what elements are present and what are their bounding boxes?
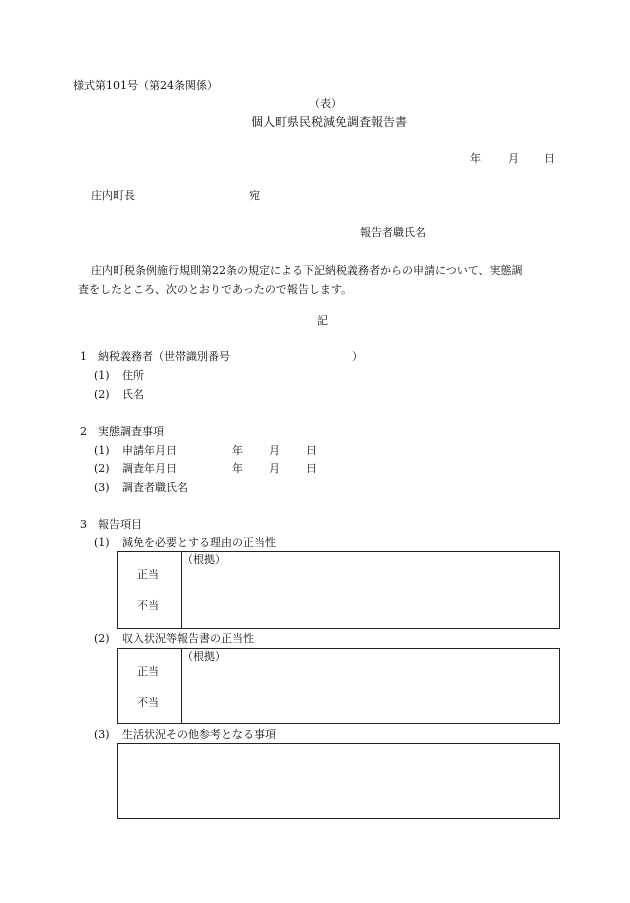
reason-basis-label: （根拠） <box>182 553 226 566</box>
ki-label: 記 <box>317 314 328 327</box>
reason-validity-box <box>117 551 560 629</box>
section3-item-2-label: 収入状況等報告書の正当性 <box>122 632 254 645</box>
section1-heading: 1 納税義務者（世帯識別番号 <box>80 350 230 363</box>
section2-item-1-label: 申請年月日 <box>122 444 177 457</box>
section2-item-1-year: 年 <box>232 444 243 457</box>
section2-item-2-num: (2) <box>94 462 110 475</box>
section1-item-1-num: (1) <box>94 369 110 382</box>
date-year-label: 年 <box>470 152 481 165</box>
addressee-name: 庄内町長 <box>91 189 135 202</box>
section2-item-1-day: 日 <box>306 444 317 457</box>
income-report-validity-box <box>117 648 560 724</box>
section2-item-3-num: (3) <box>94 481 110 494</box>
income-basis-label: （根拠） <box>182 650 226 663</box>
body-text-line-1: 庄内町税条例施行規則第22条の規定による下記納税義務者からの申請について、実態調 <box>91 264 523 277</box>
income-invalid-label: 不当 <box>137 696 159 709</box>
date-month-label: 月 <box>508 152 519 165</box>
form-number: 様式第101号（第24条関係） <box>73 79 218 92</box>
section2-item-1-num: (1) <box>94 444 110 457</box>
income-valid-label: 正当 <box>137 665 159 678</box>
section2-item-2-day: 日 <box>306 462 317 475</box>
section3-item-3-num: (3) <box>94 728 110 741</box>
section2-item-3-label: 調査者職氏名 <box>122 481 188 494</box>
reporter-label: 報告者職氏名 <box>360 226 426 239</box>
section3-item-1-label: 減免を必要とする理由の正当性 <box>122 536 276 549</box>
section3-heading: 3 報告項目 <box>80 518 142 531</box>
section2-item-2-label: 調査年月日 <box>122 462 177 475</box>
reason-invalid-label: 不当 <box>137 599 159 612</box>
section1-item-2-label: 氏名 <box>122 388 144 401</box>
section1-heading-close: ） <box>352 350 363 363</box>
section2-item-2-year: 年 <box>232 462 243 475</box>
section3-item-3-label: 生活状況その他参考となる事項 <box>122 728 276 741</box>
section1-item-2-num: (2) <box>94 388 110 401</box>
reason-valid-label: 正当 <box>137 568 159 581</box>
section2-heading: 2 実態調査事項 <box>80 425 164 438</box>
section3-item-2-num: (2) <box>94 632 110 645</box>
body-text-line-2: 査をしたところ、次のとおりであったので報告します。 <box>78 283 353 296</box>
living-conditions-box <box>117 743 560 819</box>
section2-item-1-month: 月 <box>269 444 280 457</box>
section1-item-1-label: 住所 <box>122 369 144 382</box>
addressee-suffix: 宛 <box>249 189 260 202</box>
page-title: 個人町県民税減免調査報告書 <box>251 115 408 129</box>
section2-item-2-month: 月 <box>269 462 280 475</box>
section3-item-1-num: (1) <box>94 536 110 549</box>
date-day-label: 日 <box>544 152 555 165</box>
form-side-label: （表） <box>309 97 342 110</box>
